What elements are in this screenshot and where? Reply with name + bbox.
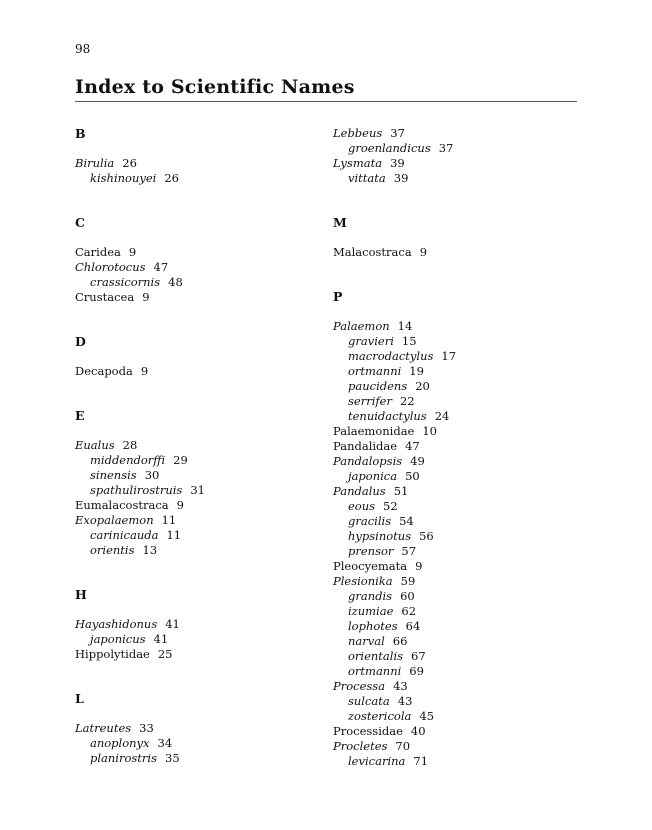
index-term: crassicornis bbox=[90, 275, 161, 289]
index-entry bbox=[75, 156, 137, 171]
index-term: Pleocyemata bbox=[333, 559, 408, 573]
index-term: Caridea bbox=[75, 245, 121, 259]
index-page-ref: 49 bbox=[410, 454, 425, 468]
index-page-ref: 43 bbox=[397, 694, 413, 708]
index-subentry bbox=[348, 634, 407, 649]
index-letter-heading: B bbox=[75, 126, 86, 141]
index-term: Birulia bbox=[75, 156, 115, 170]
index-letter-heading: E bbox=[75, 408, 85, 423]
index-subentry bbox=[348, 529, 434, 544]
index-term: Procletes bbox=[333, 739, 388, 753]
index-entry bbox=[333, 424, 437, 439]
index-term: carinicauda bbox=[90, 528, 159, 542]
index-page-ref: 66 bbox=[392, 634, 408, 648]
index-entry bbox=[75, 260, 168, 275]
index-entry bbox=[75, 245, 136, 260]
index-entry bbox=[333, 245, 427, 260]
index-entry bbox=[333, 319, 412, 334]
index-page-ref: 26 bbox=[164, 171, 179, 185]
index-subentry bbox=[348, 469, 420, 484]
index-term: Crustacea bbox=[75, 290, 135, 304]
index-page-ref: 25 bbox=[157, 647, 173, 661]
index-subentry bbox=[348, 619, 420, 634]
index-page-ref: 11 bbox=[161, 513, 177, 527]
index-term: hypsinotus bbox=[348, 529, 412, 543]
index-page-ref: 14 bbox=[397, 319, 413, 333]
index-page-ref: 70 bbox=[395, 739, 411, 753]
index-subentry bbox=[90, 528, 181, 543]
index-entry bbox=[75, 647, 173, 662]
index-page-ref: 54 bbox=[399, 514, 414, 528]
index-term: Pandalus bbox=[333, 484, 386, 498]
page-title: Index to Scientific Names bbox=[75, 76, 355, 98]
index-page-ref: 13 bbox=[142, 543, 158, 557]
index-subentry bbox=[348, 379, 430, 394]
index-subentry bbox=[348, 349, 456, 364]
index-subentry bbox=[348, 754, 428, 769]
index-page-ref: 35 bbox=[165, 751, 180, 765]
index-term: Hayashidonus bbox=[75, 617, 158, 631]
index-page-ref: 9 bbox=[128, 245, 137, 259]
index-page-ref: 9 bbox=[415, 559, 423, 573]
index-term: sulcata bbox=[348, 694, 390, 708]
index-subentry bbox=[348, 499, 398, 514]
index-page-ref: 9 bbox=[140, 364, 149, 378]
index-entry bbox=[333, 724, 426, 739]
index-page-ref: 39 bbox=[393, 171, 409, 185]
index-page-ref: 34 bbox=[157, 736, 173, 750]
index-term: orientis bbox=[90, 543, 135, 557]
index-term: lophotes bbox=[348, 619, 398, 633]
index-term: grandis bbox=[348, 589, 393, 603]
index-term: Latreutes bbox=[75, 721, 132, 735]
index-page-ref: 37 bbox=[390, 126, 405, 140]
index-term: Exopalaemon bbox=[75, 513, 154, 527]
index-subentry bbox=[90, 468, 159, 483]
page-number: 98 bbox=[75, 42, 91, 56]
index-page-ref: 57 bbox=[401, 544, 417, 558]
index-term: ortmanni bbox=[348, 364, 402, 378]
index-term: paucidens bbox=[348, 379, 408, 393]
index-page-ref: 51 bbox=[393, 484, 409, 498]
index-letter-heading: L bbox=[75, 691, 84, 706]
index-term: Plesionika bbox=[333, 574, 393, 588]
index-term: Pandalopsis bbox=[333, 454, 403, 468]
index-page-ref: 43 bbox=[393, 679, 408, 693]
index-subentry bbox=[90, 736, 172, 751]
index-entry bbox=[75, 438, 137, 453]
index-subentry bbox=[348, 409, 449, 424]
index-term: japonica bbox=[348, 469, 398, 483]
index-term: Eualus bbox=[75, 438, 115, 452]
index-page-ref: 9 bbox=[176, 498, 184, 512]
index-term: planirostris bbox=[90, 751, 158, 765]
index-term: tenuidactylus bbox=[348, 409, 427, 423]
index-letter-heading: P bbox=[333, 289, 343, 304]
index-term: middendorffi bbox=[90, 453, 166, 467]
index-page-ref: 15 bbox=[401, 334, 417, 348]
index-subentry bbox=[348, 141, 453, 156]
index-page-ref: 60 bbox=[400, 589, 415, 603]
index-subentry bbox=[348, 364, 424, 379]
index-term: spathulirostruis bbox=[90, 483, 183, 497]
index-subentry bbox=[90, 543, 157, 558]
index-entry bbox=[333, 679, 408, 694]
index-term: Hippolytidae bbox=[75, 647, 150, 661]
index-page-ref: 52 bbox=[383, 499, 398, 513]
index-entry bbox=[75, 498, 184, 513]
index-term: Processa bbox=[333, 679, 386, 693]
index-term: Decapoda bbox=[75, 364, 133, 378]
index-page-ref: 33 bbox=[139, 721, 154, 735]
index-entry bbox=[75, 290, 150, 305]
index-term: anoplonyx bbox=[90, 736, 150, 750]
index-entry bbox=[75, 721, 154, 736]
index-term: japonicus bbox=[90, 632, 146, 646]
index-page-ref: 30 bbox=[144, 468, 160, 482]
index-page-ref: 47 bbox=[153, 260, 169, 274]
index-letter-heading: C bbox=[75, 215, 85, 230]
index-term: Eumalacostraca bbox=[75, 498, 169, 512]
index-page-ref: 37 bbox=[438, 141, 454, 155]
index-page-ref: 67 bbox=[411, 649, 426, 663]
index-page-ref: 71 bbox=[413, 754, 429, 768]
index-term: sinensis bbox=[90, 468, 137, 482]
index-page-ref: 40 bbox=[410, 724, 426, 738]
index-page-ref: 62 bbox=[401, 604, 417, 618]
index-subentry bbox=[348, 514, 414, 529]
index-subentry bbox=[348, 171, 408, 186]
title-rule bbox=[75, 101, 577, 102]
index-subentry bbox=[90, 171, 179, 186]
index-entry bbox=[333, 484, 408, 499]
index-entry bbox=[75, 364, 148, 379]
index-letter-heading: D bbox=[75, 334, 86, 349]
index-term: orientalis bbox=[348, 649, 404, 663]
index-entry bbox=[333, 126, 405, 141]
index-page-ref: 31 bbox=[190, 483, 205, 497]
index-term: eous bbox=[348, 499, 376, 513]
index-subentry bbox=[90, 632, 168, 647]
index-page-ref: 24 bbox=[434, 409, 450, 423]
index-term: kishinouyei bbox=[90, 171, 157, 185]
index-term: prensor bbox=[348, 544, 394, 558]
index-subentry bbox=[90, 751, 180, 766]
index-letter-heading: H bbox=[75, 587, 87, 602]
index-subentry bbox=[90, 453, 188, 468]
index-term: Malacostraca bbox=[333, 245, 412, 259]
index-subentry bbox=[348, 604, 416, 619]
index-entry bbox=[333, 439, 420, 454]
index-page-ref: 59 bbox=[400, 574, 416, 588]
index-page-ref: 48 bbox=[168, 275, 183, 289]
index-subentry bbox=[348, 544, 416, 559]
index-page-ref: 10 bbox=[422, 424, 437, 438]
index-term: zostericola bbox=[348, 709, 412, 723]
index-term: Processidae bbox=[333, 724, 403, 738]
index-page-ref: 26 bbox=[122, 156, 137, 170]
index-term: serrifer bbox=[348, 394, 392, 408]
index-page-ref: 50 bbox=[405, 469, 420, 483]
index-page-ref: 17 bbox=[441, 349, 457, 363]
index-term: narval bbox=[348, 634, 385, 648]
index-term: vittata bbox=[348, 171, 386, 185]
index-page-ref: 29 bbox=[173, 453, 188, 467]
index-page-ref: 11 bbox=[166, 528, 182, 542]
index-page-ref: 47 bbox=[405, 439, 420, 453]
index-entry bbox=[333, 559, 422, 574]
index-page-ref: 64 bbox=[405, 619, 421, 633]
index-entry bbox=[75, 617, 180, 632]
index-term: levicarina bbox=[348, 754, 406, 768]
index-term: Lysmata bbox=[333, 156, 383, 170]
index-entry bbox=[333, 156, 405, 171]
index-term: Chlorotocus bbox=[75, 260, 146, 274]
index-term: macrodactylus bbox=[348, 349, 434, 363]
index-page-ref: 28 bbox=[122, 438, 138, 452]
index-subentry bbox=[348, 664, 424, 679]
index-page-ref: 69 bbox=[409, 664, 424, 678]
index-subentry bbox=[90, 483, 205, 498]
index-term: Lebbeus bbox=[333, 126, 383, 140]
index-page-ref: 19 bbox=[409, 364, 424, 378]
index-page-ref: 41 bbox=[153, 632, 169, 646]
index-term: ortmanni bbox=[348, 664, 402, 678]
index-term: Pandalidae bbox=[333, 439, 398, 453]
index-page-ref: 22 bbox=[399, 394, 415, 408]
index-term: gravieri bbox=[348, 334, 394, 348]
index-term: izumiae bbox=[348, 604, 394, 618]
index-term: Palaemonidae bbox=[333, 424, 415, 438]
index-term: Palaemon bbox=[333, 319, 390, 333]
index-subentry bbox=[90, 275, 183, 290]
index-page-ref: 9 bbox=[142, 290, 150, 304]
index-subentry bbox=[348, 694, 412, 709]
index-page-ref: 9 bbox=[419, 245, 428, 259]
index-page-ref: 41 bbox=[165, 617, 180, 631]
index-page-ref: 56 bbox=[419, 529, 434, 543]
index-term: groenlandicus bbox=[348, 141, 431, 155]
index-letter-heading: M bbox=[333, 215, 347, 230]
index-subentry bbox=[348, 394, 415, 409]
index-entry bbox=[75, 513, 176, 528]
index-entry bbox=[333, 574, 415, 589]
index-subentry bbox=[348, 649, 426, 664]
index-entry bbox=[333, 739, 410, 754]
index-subentry bbox=[348, 709, 434, 724]
index-entry bbox=[333, 454, 425, 469]
index-term: gracilis bbox=[348, 514, 392, 528]
index-subentry bbox=[348, 589, 415, 604]
index-page-ref: 45 bbox=[419, 709, 435, 723]
index-subentry bbox=[348, 334, 417, 349]
index-page-ref: 20 bbox=[415, 379, 430, 393]
index-page-ref: 39 bbox=[390, 156, 405, 170]
